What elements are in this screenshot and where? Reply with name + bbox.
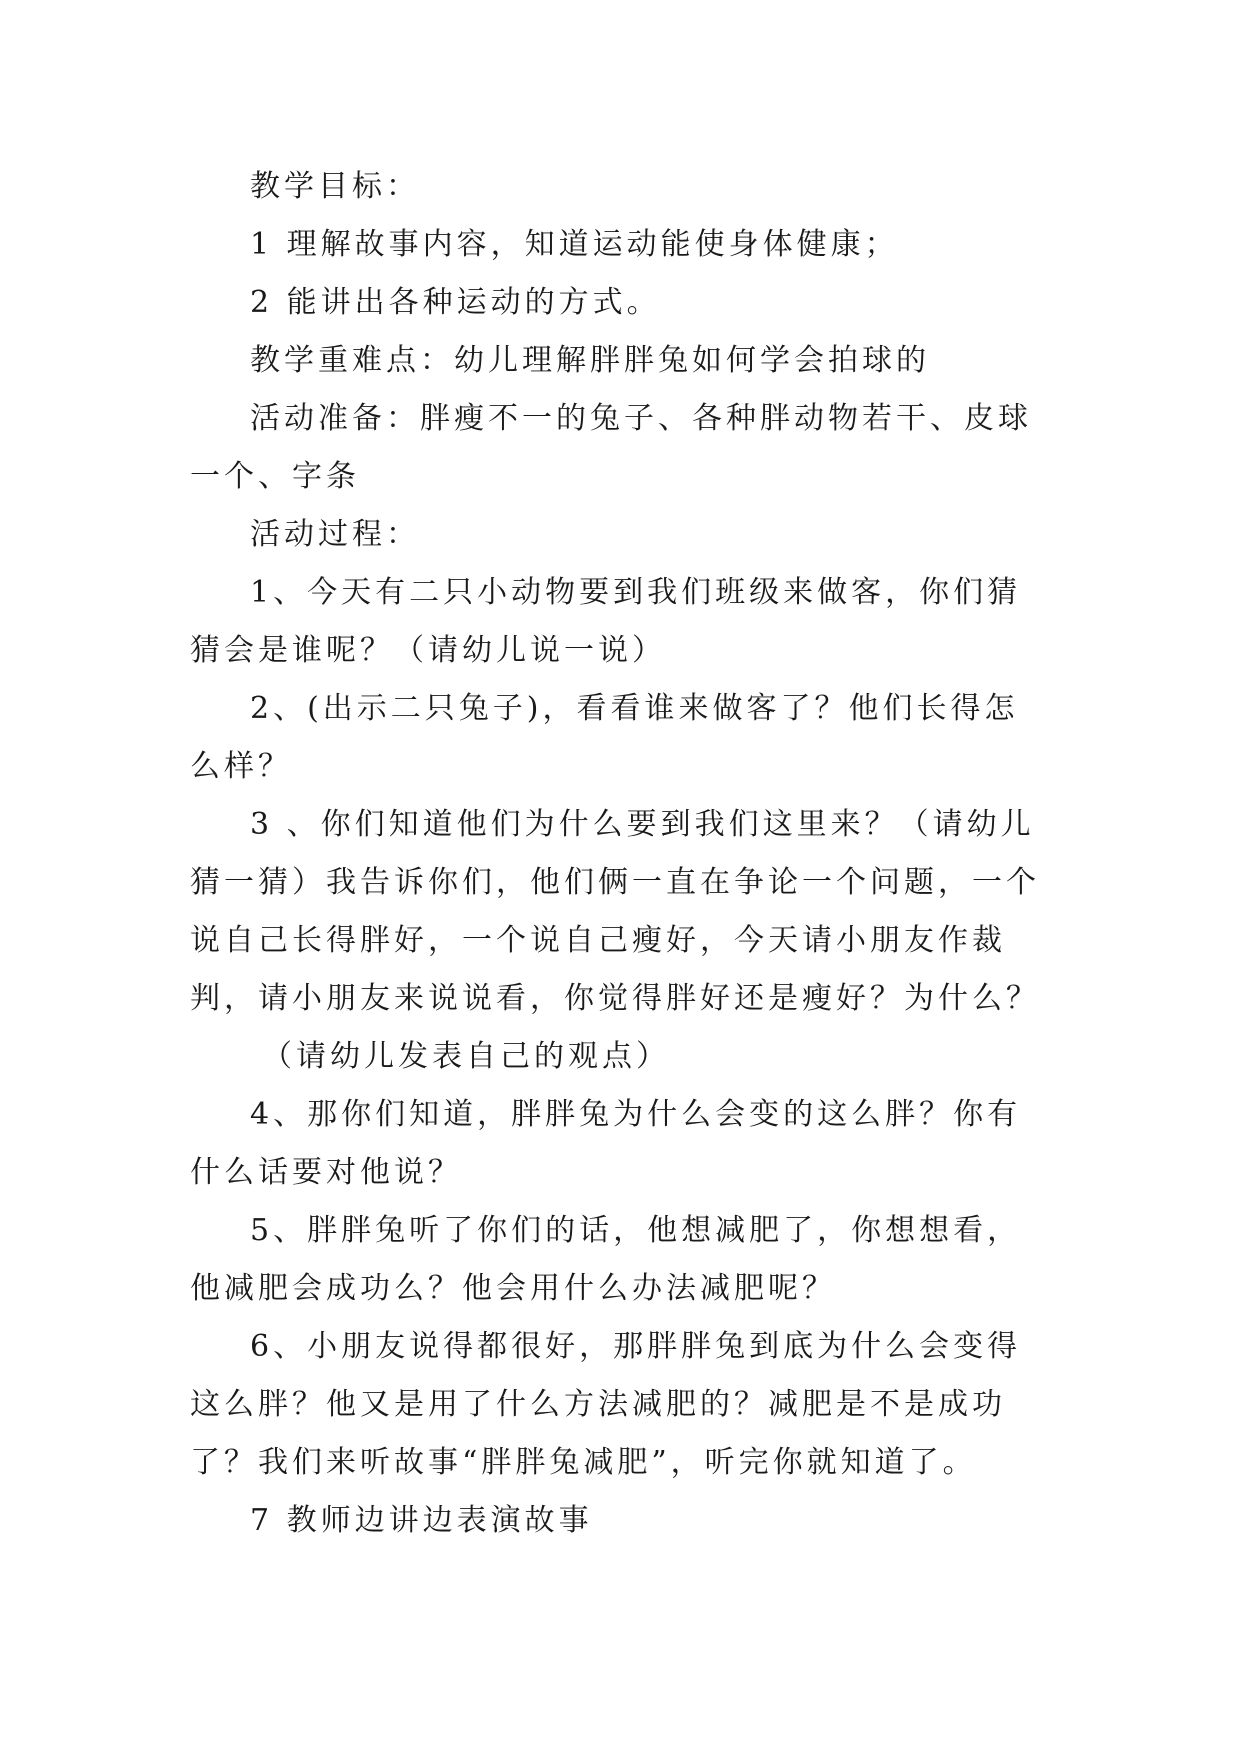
heading-activity-process: 活动过程： [250,517,420,552]
key-difficulties: 教学重难点：幼儿理解胖胖兔如何学会拍球的 [250,343,930,378]
process-step-7: 7 教师边讲边表演故事 [250,1503,593,1538]
process-step-6: 6、小朋友说得都很好，那胖胖兔到底为什么会变得这么胖？他又是用了什么方法减肥的？减肥是不是成功了？我们来听故事“胖胖兔减肥”，听完你就知道了。 [190,1329,1022,1480]
document-body [190,158,1050,1550]
activity-preparation: 活动准备：胖瘦不一的兔子、各种胖动物若干、皮球一个、字条 [190,401,1032,494]
process-step-5: 5、胖胖兔听了你们的话，他想减肥了，你想想看，他减肥会成功么？他会用什么办法减肥呢？ [190,1213,1022,1306]
process-step-3: 3 、你们知道他们为什么要到我们这里来？（请幼儿猜一猜）我告诉你们，他们俩一直在争论一个问题，一个说自己长得胖好，一个说自己瘦好，今天请小朋友作裁判，请小朋友来说说看，你觉得胖好还是瘦好？为什么？ [190,807,1040,1016]
process-step-2: 2、(出示二只兔子)，看看谁来做客了？他们长得怎么样？ [190,691,1019,784]
process-step-4: 4、那你们知道，胖胖兔为什么会变的这么胖？你有什么话要对他说？ [190,1097,1022,1190]
goal-item-1: 1 理解故事内容，知道运动能使身体健康； [250,227,899,262]
process-step-3-note: （请幼儿发表自己的观点） [262,1039,670,1074]
process-step-1: 1、今天有二只小动物要到我们班级来做客，你们猜猜会是谁呢？（请幼儿说一说） [190,575,1022,668]
heading-teaching-goals: 教学目标： [250,169,420,204]
goal-item-2: 2 能讲出各种运动的方式。 [250,285,661,320]
